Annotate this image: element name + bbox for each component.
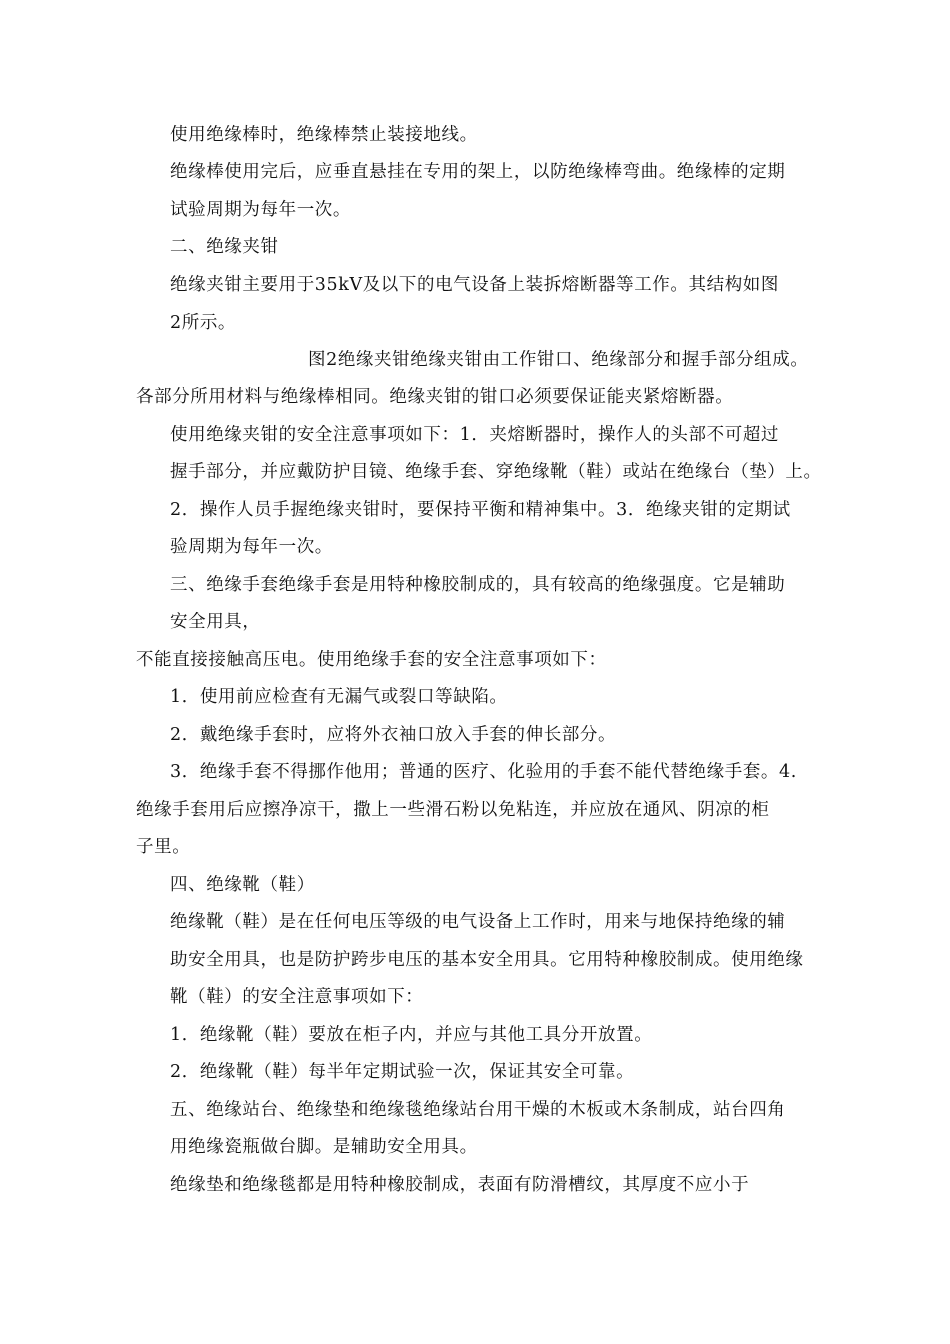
- list-item: 1．使用前应检查有无漏气或裂口等缺陷。: [170, 687, 508, 707]
- text-line: 各部分所用材料与绝缘棒相同。绝缘夹钳的钳口必须要保证能夹紧熔断器。: [136, 387, 734, 407]
- text-line: 握手部分，并应戴防护目镜、绝缘手套、穿绝缘靴（鞋）或站在绝缘台（垫）上。: [170, 462, 822, 482]
- figure-caption: 图2绝缘夹钳绝缘夹钳由工作钳口、绝缘部分和握手部分组成。: [308, 350, 809, 370]
- list-item: 1．绝缘靴（鞋）要放在柜子内，并应与其他工具分开放置。: [170, 1025, 653, 1045]
- text-line: 绝缘靴（鞋）是在任何电压等级的电气设备上工作时，用来与地保持绝缘的辅: [170, 912, 786, 932]
- section-heading: 三、绝缘手套绝缘手套是用特种橡胶制成的，具有较高的绝缘强度。它是辅助: [170, 575, 786, 595]
- text-line: 使用绝缘夹钳的安全注意事项如下：1．夹熔断器时，操作人的头部不可超过: [170, 425, 780, 445]
- text-line: 2．操作人员手握绝缘夹钳时，要保持平衡和精神集中。3．绝缘夹钳的定期试: [170, 500, 791, 520]
- section-heading: 四、绝缘靴（鞋）: [170, 875, 315, 895]
- text-line: 助安全用具，也是防护跨步电压的基本安全用具。它用特种橡胶制成。使用绝缘: [170, 950, 804, 970]
- text-line: 绝缘夹钳主要用于35kV及以下的电气设备上装拆熔断器等工作。其结构如图: [170, 275, 780, 295]
- text-line: 安全用具，: [170, 612, 261, 632]
- text-line: 2所示。: [170, 313, 237, 333]
- text-line: 使用绝缘棒时，绝缘棒禁止装接地线。: [170, 125, 478, 145]
- text-line: 不能直接接触高压电。使用绝缘手套的安全注意事项如下：: [136, 650, 607, 670]
- list-item: 2．戴绝缘手套时，应将外衣袖口放入手套的伸长部分。: [170, 725, 617, 745]
- list-item: 2．绝缘靴（鞋）每半年定期试验一次，保证其安全可靠。: [170, 1062, 635, 1082]
- list-item: 3．绝缘手套不得挪作他用；普通的医疗、化验用的手套不能代替绝缘手套。4.: [170, 762, 797, 782]
- text-line: 子里。: [136, 837, 191, 857]
- text-line: 用绝缘瓷瓶做台脚。是辅助安全用具。: [170, 1137, 478, 1157]
- text-line: 靴（鞋）的安全注意事项如下：: [170, 987, 424, 1007]
- text-line: 验周期为每年一次。: [170, 537, 333, 557]
- section-heading: 二、绝缘夹钳: [170, 237, 279, 257]
- text-line: 试验周期为每年一次。: [170, 200, 351, 220]
- text-line: 绝缘手套用后应擦净凉干，撒上一些滑石粉以免粘连，并应放在通风、阴凉的柜: [136, 800, 770, 820]
- section-heading: 五、绝缘站台、绝缘垫和绝缘毯绝缘站台用干燥的木板或木条制成，站台四角: [170, 1100, 786, 1120]
- text-line: 绝缘垫和绝缘毯都是用特种橡胶制成，表面有防滑槽纹，其厚度不应小于: [170, 1175, 750, 1195]
- text-line: 绝缘棒使用完后，应垂直悬挂在专用的架上，以防绝缘棒弯曲。绝缘棒的定期: [170, 162, 786, 182]
